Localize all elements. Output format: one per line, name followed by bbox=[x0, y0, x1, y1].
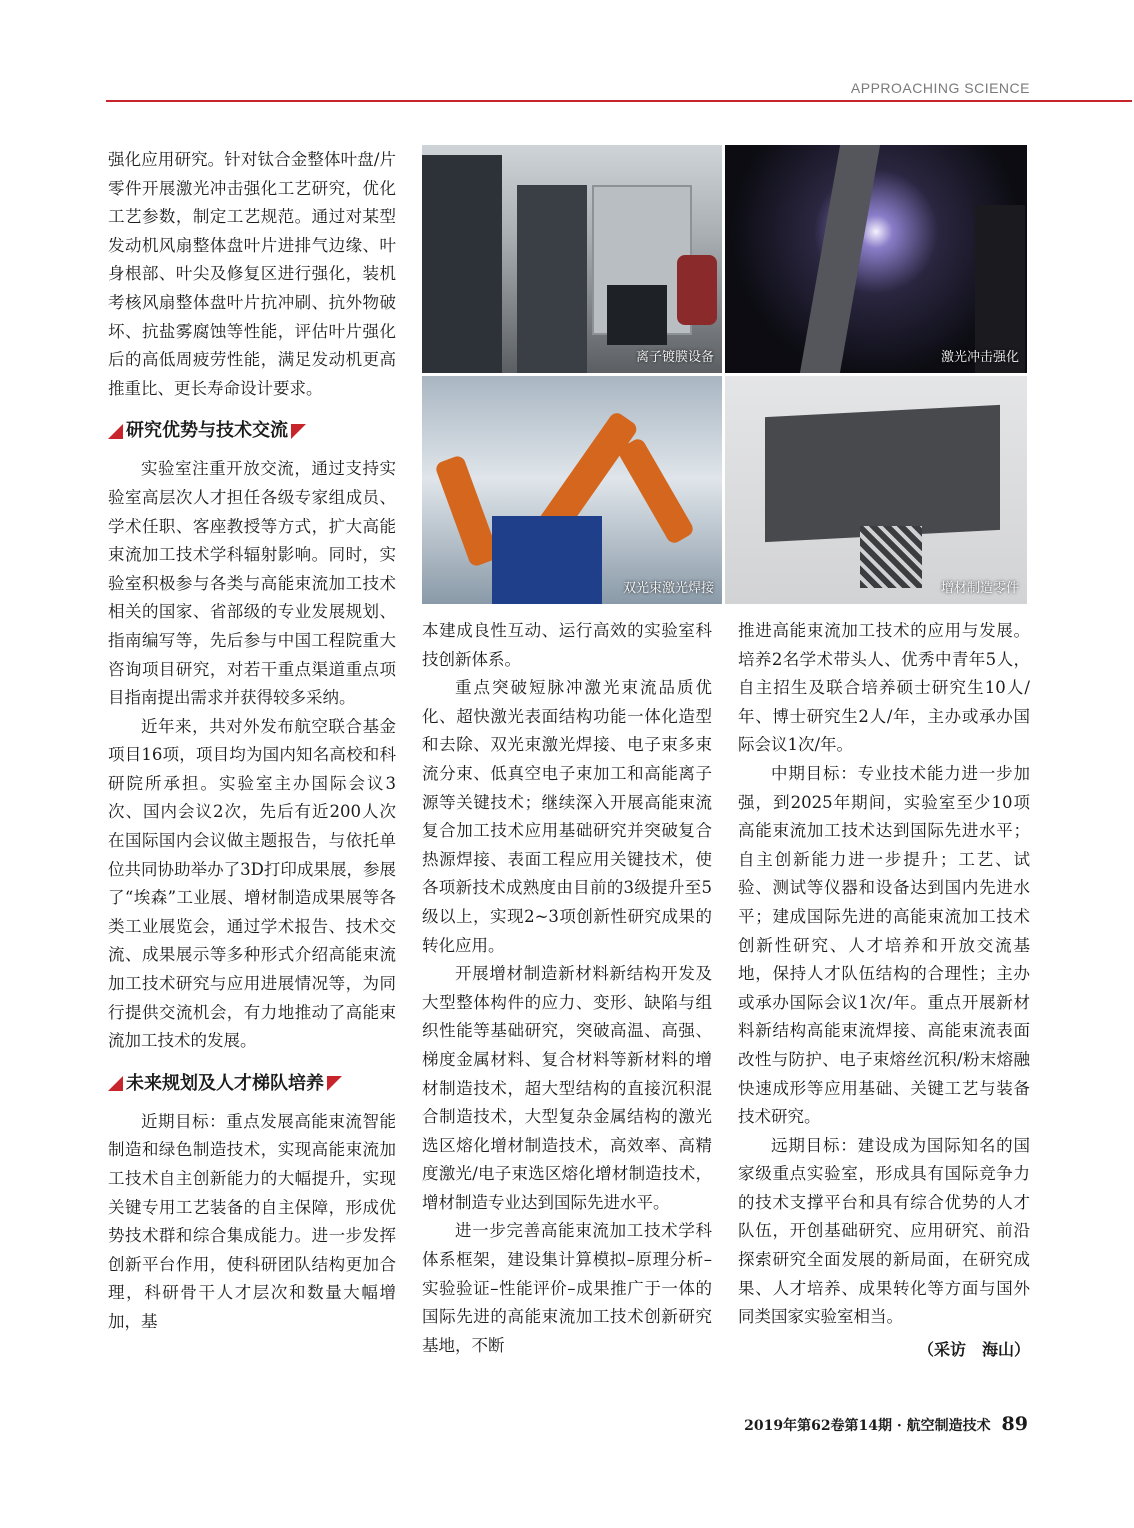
paragraph: 远期目标：建设成为国际知名的国家级重点实验室，形成具有国际竞争力的技术支撑平台和具有综合优势的人才队伍，开创基础研究、应用研究、前沿探索研究全面发展的新局面，在研究成果、人才培养、成果转化等方面与国外同类国家实验室相当。 bbox=[738, 1135, 1030, 1327]
paragraph: 本建成良性互动、运行高效的实验室科技创新体系。 bbox=[422, 621, 712, 669]
control-panel-shape bbox=[607, 285, 667, 345]
robot-arm-shape bbox=[434, 454, 500, 568]
section-heading bbox=[108, 417, 396, 445]
photo-ion-plating-equipment bbox=[422, 145, 722, 373]
photo-caption: 双光束激光焊接 bbox=[622, 581, 714, 596]
page-footer bbox=[744, 1413, 1028, 1435]
paragraph: 强化应用研究。针对钛合金整体叶盘/片零件开展激光冲击强化工艺研究，优化工艺参数，制定工艺规范。通过对某型发动机风扇整体盘叶片进排气边缘、叶身根部、叶尖及修复区进行强化，装机考核风扇整体盘叶片抗冲刷、抗外物破坏、抗盐雾腐蚀等性能，评估叶片强化后的高低周疲劳性能，满足发动机更高推重比、更长寿命设计要求。 bbox=[108, 150, 396, 398]
triangle-right-icon bbox=[291, 424, 306, 439]
section-heading-text: 研究优势与技术交流 bbox=[126, 420, 288, 442]
column-1 bbox=[108, 146, 396, 1337]
tank-shape bbox=[677, 255, 717, 325]
paragraph: 推进高能束流加工技术的应用与发展。培养2名学术带头人、优秀中青年5人，自主招生及联合培养硕士研究生10人/年、博士研究生2人/年，主办或承办国际会议1次/年。 bbox=[738, 621, 1030, 755]
photo-laser-shock-peening bbox=[725, 145, 1027, 373]
running-title: APPROACHING SCIENCE bbox=[850, 80, 1030, 96]
photo-caption: 增材制造零件 bbox=[940, 581, 1019, 596]
paragraph: 进一步完善高能束流加工技术学科体系框架，建设集计算模拟–原理分析–实验验证–性能评价–成果推广于一体的国际先进的高能束流加工技术创新研究基地，不断 bbox=[422, 1221, 712, 1355]
blade-shape bbox=[800, 145, 880, 373]
section-heading bbox=[108, 1070, 396, 1098]
photo-additive-manufactured-parts bbox=[725, 376, 1027, 604]
paragraph: 重点突破短脉冲激光束流品质优化、超快激光表面结构功能一体化造型和去除、双光束激光焊接、电子束多束流分束、低真空电子束加工和高能离子源等关键技术；继续深入开展高能束流复合加工技术应用基础研究并突破复合热源焊接、表面工程应用关键技术，使各项新技术成熟度由目前的3级提升至5级以上，实现2~3项创新性研究成果的转化应用。 bbox=[422, 678, 712, 955]
paragraph: 近年来，共对外发布航空联合基金项目16项，项目均为国内知名高校和科研院所承担。实验室主办国际会议3次、国内会议2次，先后有近200人次在国际国内会议做主题报告，与依托单位共同协助举办了3D打印成果展，参展了“埃森”工业展、增材制造成果展等各类工业展览会，通过学术报告、技术交流、成果展示等多种形式介绍高能束流加工技术研究与应用进展情况等，为同行提供交流机会，有力地推动了高能束流加工技术的发展。 bbox=[108, 716, 396, 1051]
paragraph: 开展增材制造新材料新结构开发及大型整体构件的应力、变形、缺陷与组织性能等基础研究，突破高温、高强、梯度金属材料、复合材料等新材料的增材制造技术，超大型结构的直接沉积混合制造技术，大型复杂金属结构的激光选区熔化增材制造技术，高效率、高精度激光/电子束选区熔化增材制造技术，增材制造专业达到国际先进水平。 bbox=[422, 964, 712, 1212]
column-3 bbox=[738, 617, 1030, 1364]
photo-caption: 激光冲击强化 bbox=[940, 350, 1019, 365]
photo-dual-beam-laser-welding bbox=[422, 376, 722, 604]
lattice-part-shape bbox=[860, 526, 922, 588]
page-number: 89 bbox=[1001, 1413, 1028, 1435]
paragraph: 中期目标：专业技术能力进一步加强，到2025年期间，实验室至少10项高能束流加工技术达到国际先进水平；自主创新能力进一步提升；工艺、试验、测试等仪器和设备达到国内先进水平；建成国际先进的高能束流加工技术创新性研究、人才培养和开放交流基地，保持人才队伍结构的合理性；主办或承办国际会议1次/年。重点开展新材料新结构高能束流焊接、高能束流表面改性与防护、电子束熔丝沉积/粉末熔融快速成形等应用基础、关键工艺与装备技术研究。 bbox=[738, 763, 1030, 1127]
header-rule bbox=[106, 100, 1132, 102]
issue-info: 2019年第62卷第14期 · 航空制造技术 bbox=[744, 1418, 991, 1434]
paragraph: 近期目标：重点发展高能束流智能制造和绿色制造技术，实现高能束流加工技术自主创新能力的大幅提升，实现关键专用工艺装备的自主保障，形成优势技术群和综合集成能力。进一步发挥创新平台作用，使科研团队结构更加合理，科研骨干人才层次和数量大幅增加，基 bbox=[108, 1111, 396, 1331]
photo-caption: 离子镀膜设备 bbox=[635, 350, 714, 365]
triangle-right-icon bbox=[327, 1076, 342, 1091]
printed-plate-shape bbox=[765, 405, 1000, 542]
triangle-left-icon bbox=[108, 1076, 123, 1091]
robot-arm-shape bbox=[616, 436, 695, 545]
workpiece-base-shape bbox=[492, 516, 602, 604]
section-heading-text: 未来规划及人才梯队培养 bbox=[126, 1072, 324, 1094]
paragraph: 实验室注重开放交流，通过支持实验室高层次人才担任各级专家组成员、学术任职、客座教授等方式，扩大高能束流加工技术学科辐射影响。同时，实验室积极参与各类与高能束流加工技术相关的国家、省部级的专业发展规划、指南编写等，先后参与中国工程院重大咨询项目研究，对若干重点渠道重点项目指南提出需求并获得较多采纳。 bbox=[108, 459, 396, 708]
interview-byline: （采访 海山） bbox=[917, 1339, 1030, 1359]
column-2 bbox=[422, 617, 712, 1360]
cabinet-shape bbox=[517, 185, 587, 373]
triangle-left-icon bbox=[108, 424, 123, 439]
cabinet-shape bbox=[422, 155, 502, 373]
